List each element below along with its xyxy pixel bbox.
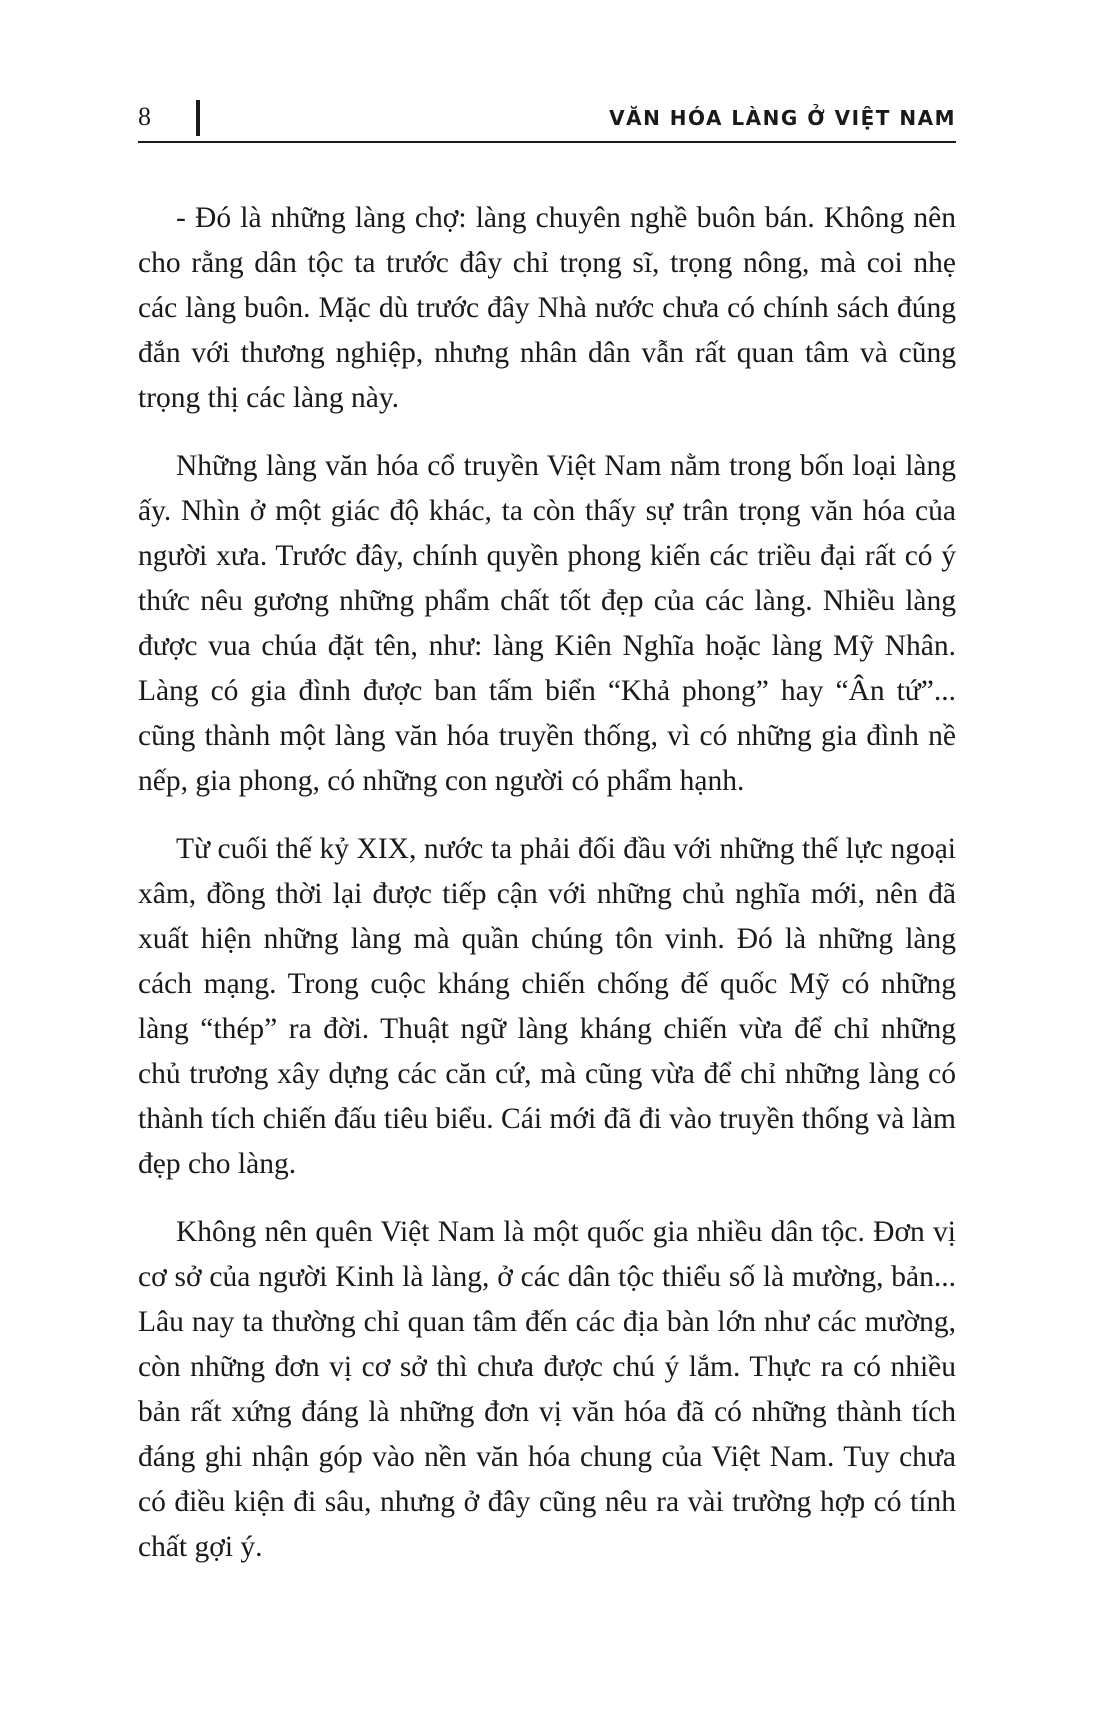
body-text	[138, 196, 956, 1593]
running-title: VĂN HÓA LÀNG Ở VIỆT NAM	[609, 106, 956, 130]
page-header	[138, 100, 956, 144]
paragraph: Những làng văn hóa cổ truyền Việt Nam nằm trong bốn loại làng ấy. Nhìn ở một giác độ khác, ta còn thấy sự trân trọng văn hóa của người xưa. Trước đây, chính quyền phong kiến các triều đại rất có ý thức nêu gương những phẩm chất tốt đẹp của các làng. Nhiều làng được vua chúa đặt tên, như: làng Kiên Nghĩa hoặc làng Mỹ Nhân. Làng có gia đình được ban tấm biển “Khả phong” hay “Ân tứ”... cũng thành một làng văn hóa truyền thống, vì có những gia đình nề nếp, gia phong, có những con người có phẩm hạnh.	[138, 450, 956, 797]
paragraph: - Đó là những làng chợ: làng chuyên nghề buôn bán. Không nên cho rằng dân tộc ta trước đây chỉ trọng sĩ, trọng nông, mà coi nhẹ các làng buôn. Mặc dù trước đây Nhà nước chưa có chính sách đúng đắn với thương nghiệp, nhưng nhân dân vẫn rất quan tâm và cũng trọng thị các làng này.	[138, 202, 956, 414]
page-number: 8	[138, 102, 151, 131]
paragraph: Từ cuối thế kỷ XIX, nước ta phải đối đầu với những thế lực ngoại xâm, đồng thời lại được tiếp cận với những chủ nghĩa mới, nên đã xuất hiện những làng mà quần chúng tôn vinh. Đó là những làng cách mạng. Trong cuộc kháng chiến chống đế quốc Mỹ có những làng “thép” ra đời. Thuật ngữ làng kháng chiến vừa để chỉ những chủ trương xây dựng các căn cứ, mà cũng vừa để chỉ những làng có thành tích chiến đấu tiêu biểu. Cái mới đã đi vào truyền thống và làm đẹp cho làng.	[138, 833, 956, 1180]
header-rule	[138, 141, 956, 143]
paragraph: Không nên quên Việt Nam là một quốc gia nhiều dân tộc. Đơn vị cơ sở của người Kinh là làng, ở các dân tộc thiểu số là mường, bản... Lâu nay ta thường chỉ quan tâm đến các địa bàn lớn như các mường, còn những đơn vị cơ sở thì chưa được chú ý lắm. Thực ra có nhiều bản rất xứng đáng là những đơn vị văn hóa đã có những thành tích đáng ghi nhận góp vào nền văn hóa chung của Việt Nam. Tuy chưa có điều kiện đi sâu, nhưng ở đây cũng nêu ra vài trường hợp có tính chất gợi ý.	[138, 1216, 956, 1563]
header-divider-bar	[196, 100, 200, 136]
